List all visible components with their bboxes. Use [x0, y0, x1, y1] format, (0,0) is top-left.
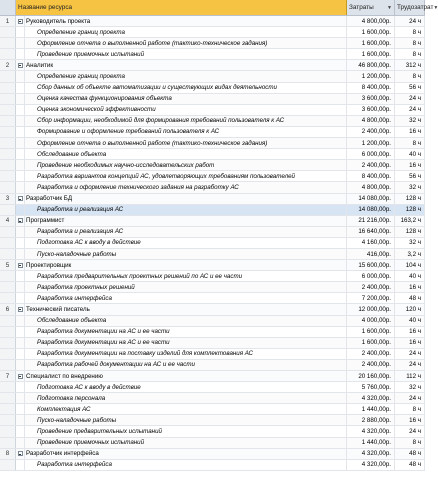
toggle-cell: [16, 426, 25, 436]
cost-cell[interactable]: 1 600,00р.: [347, 38, 395, 48]
work-cell[interactable]: 32 ч: [395, 238, 425, 248]
resource-group-row[interactable]: [0, 449, 425, 460]
row-number[interactable]: [0, 360, 16, 370]
assignment-row[interactable]: [0, 182, 425, 193]
work-cell[interactable]: 112 ч: [395, 371, 425, 381]
toggle-cell: [16, 160, 25, 170]
cost-cell[interactable]: 1 600,00р.: [347, 49, 395, 59]
work-cell[interactable]: 16 ч: [395, 327, 425, 337]
work-cell[interactable]: 16 ч: [395, 415, 425, 425]
toggle-cell: [16, 327, 25, 337]
task-name-cell[interactable]: Оформление отчета о выполненной работе (тактико-техническое задания): [25, 138, 347, 148]
toggle-cell: [16, 38, 25, 48]
toggle-cell: [16, 171, 25, 181]
task-name-cell[interactable]: Разработка и оформление технического задания на разработку АС: [25, 182, 347, 192]
cost-cell[interactable]: 4 320,00р.: [347, 426, 395, 436]
assignment-row[interactable]: [0, 393, 425, 404]
column-header-cost[interactable]: [347, 0, 395, 15]
cost-cell[interactable]: 3 600,00р.: [347, 94, 395, 104]
work-cell[interactable]: 24 ч: [395, 393, 425, 403]
assignment-row[interactable]: [0, 460, 425, 471]
row-number[interactable]: 5: [0, 260, 16, 270]
assignment-row[interactable]: [0, 38, 425, 49]
work-cell[interactable]: 48 ч: [395, 449, 425, 459]
row-number[interactable]: [0, 438, 16, 448]
row-number[interactable]: 2: [0, 60, 16, 70]
collapse-icon[interactable]: [18, 263, 23, 268]
row-number[interactable]: [0, 205, 16, 215]
resource-group-row[interactable]: [0, 304, 425, 315]
assignment-row[interactable]: [0, 249, 425, 260]
task-name-cell[interactable]: Проведение предварительных испытаний: [25, 426, 347, 436]
row-number[interactable]: [0, 160, 16, 170]
work-cell[interactable]: 40 ч: [395, 271, 425, 281]
collapse-icon[interactable]: [18, 374, 23, 379]
cost-cell[interactable]: 2 400,00р.: [347, 360, 395, 370]
task-name-cell[interactable]: Сбор данных об объекте автоматизации и существующих видах деятельности: [25, 83, 347, 93]
cost-cell[interactable]: 1 200,00р.: [347, 71, 395, 81]
work-cell[interactable]: 8 ч: [395, 38, 425, 48]
assignment-row[interactable]: [0, 415, 425, 426]
work-cell[interactable]: 128 ч: [395, 227, 425, 237]
row-number[interactable]: [0, 71, 16, 81]
assignment-row[interactable]: [0, 83, 425, 94]
task-name-cell[interactable]: Разработка документации на АС и ее части: [25, 338, 347, 348]
toggle-cell: [16, 105, 25, 115]
task-name-cell[interactable]: Разработка интерфейса: [25, 293, 347, 303]
row-number[interactable]: [0, 83, 16, 93]
task-name-cell[interactable]: Проведение приемочных испытаний: [25, 49, 347, 59]
cost-cell[interactable]: 8 400,00р.: [347, 83, 395, 93]
task-name-cell[interactable]: Комплектация АС: [25, 404, 347, 414]
row-number[interactable]: [0, 127, 16, 137]
row-number[interactable]: [0, 327, 16, 337]
toggle-cell: [16, 27, 25, 37]
work-cell[interactable]: 48 ч: [395, 460, 425, 470]
resource-group-row[interactable]: [0, 216, 425, 227]
assignment-row[interactable]: [0, 71, 425, 82]
task-name-cell[interactable]: Пуско-наладочные работы: [25, 249, 347, 259]
toggle-cell: [16, 94, 25, 104]
cost-cell[interactable]: 4 320,00р.: [347, 460, 395, 470]
cost-cell[interactable]: 2 880,00р.: [347, 415, 395, 425]
toggle-cell[interactable]: [16, 194, 25, 204]
column-header-resource-name-label: Название ресурса: [18, 4, 73, 11]
row-number[interactable]: [0, 182, 16, 192]
cost-cell[interactable]: 1 600,00р.: [347, 338, 395, 348]
cost-cell[interactable]: 1 440,00р.: [347, 438, 395, 448]
resource-name-cell[interactable]: Проектировщик: [25, 260, 347, 270]
resource-group-row[interactable]: [0, 260, 425, 271]
task-name-cell[interactable]: Разработка проектных решений: [25, 282, 347, 292]
row-number[interactable]: [0, 238, 16, 248]
cost-cell[interactable]: 16 640,00р.: [347, 227, 395, 237]
assignment-row[interactable]: [0, 271, 425, 282]
cost-cell[interactable]: 6 000,00р.: [347, 149, 395, 159]
toggle-cell[interactable]: [16, 304, 25, 314]
work-cell[interactable]: 24 ч: [395, 349, 425, 359]
toggle-cell: [16, 83, 25, 93]
work-cell[interactable]: 24 ч: [395, 426, 425, 436]
toggle-cell: [16, 227, 25, 237]
assignment-row[interactable]: [0, 282, 425, 293]
cost-cell[interactable]: 2 400,00р.: [347, 282, 395, 292]
work-cell[interactable]: 48 ч: [395, 293, 425, 303]
resource-name-cell[interactable]: Технический писатель: [25, 304, 347, 314]
assignment-row[interactable]: [0, 205, 425, 216]
task-name-cell[interactable]: Разработка рабочей документации на АС и ее части: [25, 360, 347, 370]
task-name-cell[interactable]: Обследование объекта: [25, 149, 347, 159]
row-number[interactable]: [0, 49, 16, 59]
row-number[interactable]: [0, 249, 16, 259]
toggle-cell: [16, 415, 25, 425]
task-name-cell[interactable]: Сбор информации, необходимой для формирования требований пользователя к АС: [25, 116, 347, 126]
row-number[interactable]: [0, 138, 16, 148]
work-cell[interactable]: 32 ч: [395, 116, 425, 126]
work-cell[interactable]: 24 ч: [395, 360, 425, 370]
row-number[interactable]: 4: [0, 216, 16, 226]
resource-group-row[interactable]: [0, 194, 425, 205]
work-cell[interactable]: 8 ч: [395, 138, 425, 148]
cost-cell[interactable]: 21 216,00р.: [347, 216, 395, 226]
task-name-cell[interactable]: Подготовка персонала: [25, 393, 347, 403]
assignment-row[interactable]: [0, 404, 425, 415]
assignment-row[interactable]: [0, 338, 425, 349]
row-number[interactable]: [0, 282, 16, 292]
assignment-row[interactable]: [0, 138, 425, 149]
row-number[interactable]: [0, 349, 16, 359]
work-cell[interactable]: 8 ч: [395, 404, 425, 414]
column-header-work-label: Трудозатрат: [397, 4, 434, 11]
assignment-row[interactable]: [0, 171, 425, 182]
toggle-cell[interactable]: [16, 260, 25, 270]
work-cell[interactable]: 128 ч: [395, 205, 425, 215]
toggle-cell: [16, 282, 25, 292]
assignment-row[interactable]: [0, 438, 425, 449]
assignment-row[interactable]: [0, 160, 425, 171]
cost-cell[interactable]: 6 000,00р.: [347, 271, 395, 281]
table-header: [0, 0, 438, 16]
row-number[interactable]: [0, 415, 16, 425]
task-name-cell[interactable]: Проведение приемочных испытаний: [25, 438, 347, 448]
task-name-cell[interactable]: Разработка документации на АС и ее части: [25, 327, 347, 337]
resource-name-cell[interactable]: Аналитик: [25, 60, 347, 70]
toggle-cell: [16, 49, 25, 59]
cost-cell[interactable]: 1 440,00р.: [347, 404, 395, 414]
cost-cell[interactable]: 20 160,00р.: [347, 371, 395, 381]
row-number[interactable]: [0, 227, 16, 237]
work-cell[interactable]: 56 ч: [395, 171, 425, 181]
task-name-cell[interactable]: Подготовка АС к вводу в действие: [25, 382, 347, 392]
assignment-row[interactable]: [0, 426, 425, 437]
work-cell[interactable]: 24 ч: [395, 105, 425, 115]
toggle-cell[interactable]: [16, 16, 25, 26]
cost-cell[interactable]: 4 800,00р.: [347, 182, 395, 192]
row-number[interactable]: [0, 404, 16, 414]
toggle-cell: [16, 293, 25, 303]
cost-cell[interactable]: 2 400,00р.: [347, 127, 395, 137]
work-cell[interactable]: 56 ч: [395, 83, 425, 93]
cost-cell[interactable]: 1 200,00р.: [347, 138, 395, 148]
cost-cell[interactable]: 2 400,00р.: [347, 349, 395, 359]
row-number[interactable]: [0, 460, 16, 470]
work-cell[interactable]: 16 ч: [395, 338, 425, 348]
work-cell[interactable]: 24 ч: [395, 94, 425, 104]
assignment-row[interactable]: [0, 116, 425, 127]
toggle-cell: [16, 182, 25, 192]
task-name-cell[interactable]: Определение границ проекта: [25, 71, 347, 81]
task-name-cell[interactable]: Разработка предварительных проектных решений по АС и ее части: [25, 271, 347, 281]
collapse-icon[interactable]: [18, 19, 23, 24]
toggle-cell: [16, 360, 25, 370]
toggle-cell: [16, 338, 25, 348]
row-number[interactable]: [0, 105, 16, 115]
chevron-down-icon[interactable]: ▼: [433, 4, 438, 11]
work-cell[interactable]: 16 ч: [395, 282, 425, 292]
assignment-row[interactable]: [0, 227, 425, 238]
work-cell[interactable]: 40 ч: [395, 149, 425, 159]
work-cell[interactable]: 8 ч: [395, 438, 425, 448]
collapse-icon[interactable]: [18, 63, 23, 68]
resource-name-cell[interactable]: Специалист по внедрению: [25, 371, 347, 381]
toggle-cell: [16, 138, 25, 148]
row-number[interactable]: 8: [0, 449, 16, 459]
task-name-cell[interactable]: Оценка экономической эффективности: [25, 105, 347, 115]
assignment-row[interactable]: [0, 327, 425, 338]
column-header-resource-name[interactable]: [16, 0, 347, 15]
task-name-cell[interactable]: Пуско-наладочные работы: [25, 415, 347, 425]
toggle-cell[interactable]: [16, 449, 25, 459]
toggle-cell: [16, 316, 25, 326]
resource-group-row[interactable]: [0, 60, 425, 71]
assignment-row[interactable]: [0, 149, 425, 160]
toggle-cell: [16, 205, 25, 215]
collapse-icon[interactable]: [18, 196, 23, 201]
work-cell[interactable]: 312 ч: [395, 60, 425, 70]
row-number-header[interactable]: [0, 0, 16, 15]
collapse-icon[interactable]: [18, 218, 23, 223]
cost-cell[interactable]: 4 160,00р.: [347, 238, 395, 248]
assignment-row[interactable]: [0, 105, 425, 116]
row-number[interactable]: [0, 393, 16, 403]
row-number[interactable]: [0, 171, 16, 181]
row-number[interactable]: 7: [0, 371, 16, 381]
task-name-cell[interactable]: Разработка и реализация АС: [25, 205, 347, 215]
row-number[interactable]: [0, 382, 16, 392]
row-number[interactable]: 3: [0, 194, 16, 204]
row-number[interactable]: [0, 27, 16, 37]
cost-cell[interactable]: 3 600,00р.: [347, 105, 395, 115]
assignment-row[interactable]: [0, 127, 425, 138]
assignment-row[interactable]: [0, 49, 425, 60]
collapse-icon[interactable]: [18, 451, 23, 456]
cost-cell[interactable]: 4 000,00р.: [347, 316, 395, 326]
work-cell[interactable]: 128 ч: [395, 194, 425, 204]
resource-name-cell[interactable]: Разработчик БД: [25, 194, 347, 204]
assignment-row[interactable]: [0, 27, 425, 38]
work-cell[interactable]: 16 ч: [395, 160, 425, 170]
row-number[interactable]: [0, 149, 16, 159]
toggle-cell[interactable]: [16, 371, 25, 381]
row-number[interactable]: [0, 271, 16, 281]
toggle-cell: [16, 382, 25, 392]
table-body: [0, 16, 425, 471]
row-number[interactable]: 1: [0, 16, 16, 26]
cost-cell[interactable]: 1 600,00р.: [347, 27, 395, 37]
cost-cell[interactable]: 8 400,00р.: [347, 171, 395, 181]
resource-group-row[interactable]: [0, 16, 425, 27]
assignment-row[interactable]: [0, 349, 425, 360]
task-name-cell[interactable]: Формирование и оформление требований пользователя к АС: [25, 127, 347, 137]
chevron-down-icon[interactable]: ▼: [387, 4, 392, 11]
row-number[interactable]: [0, 116, 16, 126]
work-cell[interactable]: 24 ч: [395, 16, 425, 26]
column-header-cost-label: Затраты: [349, 4, 374, 11]
cost-cell[interactable]: 2 400,00р.: [347, 160, 395, 170]
task-name-cell[interactable]: Оформление отчета о выполненной работе (тактико-техническое задания): [25, 38, 347, 48]
task-name-cell[interactable]: Разработка документации на поставку изделий для комплектования АС: [25, 349, 347, 359]
row-number[interactable]: [0, 338, 16, 348]
toggle-cell[interactable]: [16, 216, 25, 226]
toggle-cell[interactable]: [16, 60, 25, 70]
resource-group-row[interactable]: [0, 371, 425, 382]
task-name-cell[interactable]: Определение границ проекта: [25, 27, 347, 37]
cost-cell[interactable]: 7 200,00р.: [347, 293, 395, 303]
task-name-cell[interactable]: Обследование объекта: [25, 316, 347, 326]
task-name-cell[interactable]: Проведение необходимых научно-исследовательских работ: [25, 160, 347, 170]
toggle-cell: [16, 249, 25, 259]
work-cell[interactable]: 8 ч: [395, 71, 425, 81]
row-number[interactable]: [0, 426, 16, 436]
work-cell[interactable]: 120 ч: [395, 304, 425, 314]
toggle-cell: [16, 460, 25, 470]
task-name-cell[interactable]: Подготовка АС к вводу в действие: [25, 238, 347, 248]
work-cell[interactable]: 32 ч: [395, 382, 425, 392]
assignment-row[interactable]: [0, 382, 425, 393]
cost-cell[interactable]: 5 760,00р.: [347, 382, 395, 392]
cost-cell[interactable]: 12 000,00р.: [347, 304, 395, 314]
row-number[interactable]: [0, 293, 16, 303]
work-cell[interactable]: 32 ч: [395, 182, 425, 192]
task-name-cell[interactable]: Оценка качества функционирования объекта: [25, 94, 347, 104]
cost-cell[interactable]: 416,00р.: [347, 249, 395, 259]
work-cell[interactable]: 104 ч: [395, 260, 425, 270]
cost-cell[interactable]: 1 600,00р.: [347, 327, 395, 337]
cost-cell[interactable]: 4 800,00р.: [347, 16, 395, 26]
toggle-cell: [16, 238, 25, 248]
cost-cell[interactable]: 46 800,00р.: [347, 60, 395, 70]
work-cell[interactable]: 8 ч: [395, 49, 425, 59]
task-name-cell[interactable]: Разработка и реализация АС: [25, 227, 347, 237]
cost-cell[interactable]: 14 080,00р.: [347, 194, 395, 204]
toggle-cell: [16, 71, 25, 81]
resource-name-cell[interactable]: Программист: [25, 216, 347, 226]
work-cell[interactable]: 3,2 ч: [395, 249, 425, 259]
work-cell[interactable]: 40 ч: [395, 316, 425, 326]
cost-cell[interactable]: 4 320,00р.: [347, 393, 395, 403]
assignment-row[interactable]: [0, 94, 425, 105]
row-number[interactable]: [0, 316, 16, 326]
toggle-cell: [16, 393, 25, 403]
work-cell[interactable]: 163,2 ч: [395, 216, 425, 226]
column-header-work[interactable]: [395, 0, 438, 15]
toggle-cell: [16, 271, 25, 281]
toggle-cell: [16, 349, 25, 359]
resource-name-cell[interactable]: Руководитель проекта: [25, 16, 347, 26]
work-cell[interactable]: 16 ч: [395, 127, 425, 137]
task-name-cell[interactable]: Разработка интерфейса: [25, 460, 347, 470]
cost-cell[interactable]: 14 080,00р.: [347, 205, 395, 215]
task-name-cell[interactable]: Разработка вариантов концепций АС, удовлетворяющих требованиям пользователей: [25, 171, 347, 181]
toggle-cell: [16, 127, 25, 137]
toggle-cell: [16, 116, 25, 126]
row-number[interactable]: 6: [0, 304, 16, 314]
assignment-row[interactable]: [0, 316, 425, 327]
resource-name-cell[interactable]: Разработчик интерфейса: [25, 449, 347, 459]
collapse-icon[interactable]: [18, 307, 23, 312]
assignment-row[interactable]: [0, 360, 425, 371]
toggle-cell: [16, 438, 25, 448]
work-cell[interactable]: 8 ч: [395, 27, 425, 37]
toggle-cell: [16, 149, 25, 159]
toggle-cell: [16, 404, 25, 414]
row-number[interactable]: [0, 94, 16, 104]
cost-cell[interactable]: 4 800,00р.: [347, 116, 395, 126]
row-number[interactable]: [0, 38, 16, 48]
assignment-row[interactable]: [0, 238, 425, 249]
cost-cell[interactable]: 15 600,00р.: [347, 260, 395, 270]
cost-cell[interactable]: 4 320,00р.: [347, 449, 395, 459]
assignment-row[interactable]: [0, 293, 425, 304]
